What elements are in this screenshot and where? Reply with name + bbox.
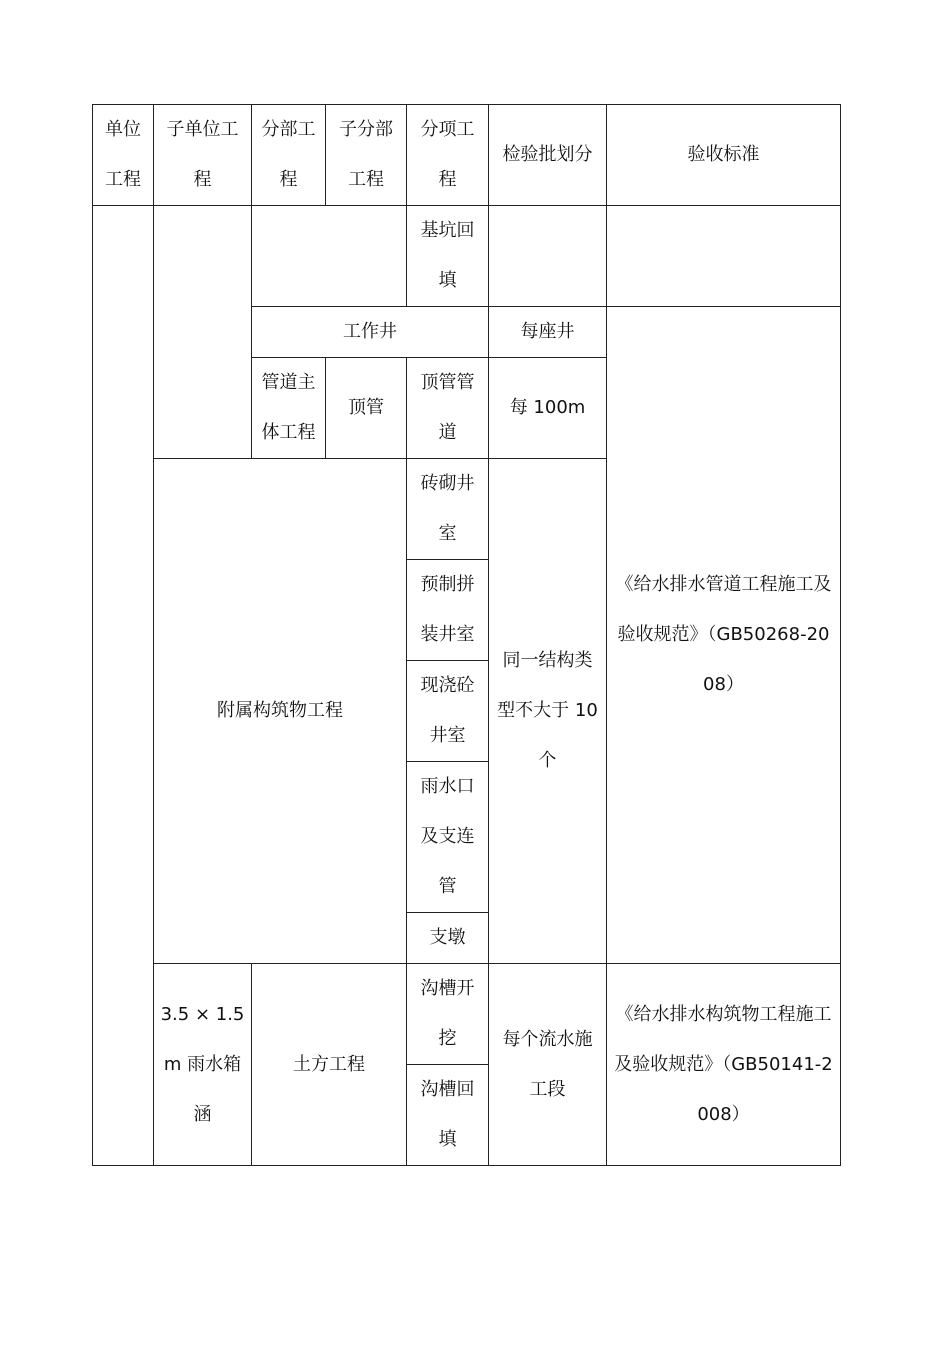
item-thrust-block: 支墩 [407, 913, 489, 964]
auxiliary-structures-project: 附属构筑物工程 [154, 459, 407, 964]
item-pit-backfill: 基坑回填 [407, 206, 489, 307]
acceptance-division-table [92, 104, 841, 1166]
work-shaft-lot: 每座井 [489, 307, 607, 358]
header-inspection-lot: 检验批划分 [489, 105, 607, 206]
header-item-project: 分项工程 [407, 105, 489, 206]
jacking-lot: 每 100m [489, 358, 607, 459]
empty-standard-cell [607, 206, 841, 307]
empty-division-cell [252, 206, 407, 307]
item-brick-chamber: 砖砌井室 [407, 459, 489, 560]
work-shaft: 工作井 [252, 307, 489, 358]
earthwork-division: 土方工程 [252, 964, 407, 1166]
auxiliary-lot: 同一结构类型不大于 10 个 [489, 459, 607, 964]
pipeline-acceptance-standard: 《给水排水管道工程施工及验收规范》（GB50268-2008） [607, 307, 841, 964]
item-trench-backfill: 沟槽回填 [407, 1065, 489, 1166]
item-rain-inlet: 雨水口及支连管 [407, 762, 489, 913]
sub-unit-project-cell [154, 206, 252, 459]
header-division-project: 分部工程 [252, 105, 326, 206]
empty-lot-cell [489, 206, 607, 307]
header-unit-project: 单位工程 [93, 105, 154, 206]
header-sub-unit-project: 子单位工程 [154, 105, 252, 206]
unit-project-cell [93, 206, 154, 1166]
item-jacking-pipe: 顶管管道 [407, 358, 489, 459]
item-precast-chamber: 预制拼装井室 [407, 560, 489, 661]
header-acceptance-standard: 验收标准 [607, 105, 841, 206]
header-sub-division-project: 子分部工程 [326, 105, 407, 206]
earthwork-lot: 每个流水施工段 [489, 964, 607, 1166]
box-culvert-sub-unit: 3.5 × 1.5m 雨水箱涵 [154, 964, 252, 1166]
item-cast-chamber: 现浇砼井室 [407, 661, 489, 762]
item-trench-excavation: 沟槽开挖 [407, 964, 489, 1065]
structure-acceptance-standard: 《给水排水构筑物工程施工及验收规范》（GB50141-2008） [607, 964, 841, 1166]
pipe-main-project: 管道主体工程 [252, 358, 326, 459]
jacking-sub-division: 顶管 [326, 358, 407, 459]
